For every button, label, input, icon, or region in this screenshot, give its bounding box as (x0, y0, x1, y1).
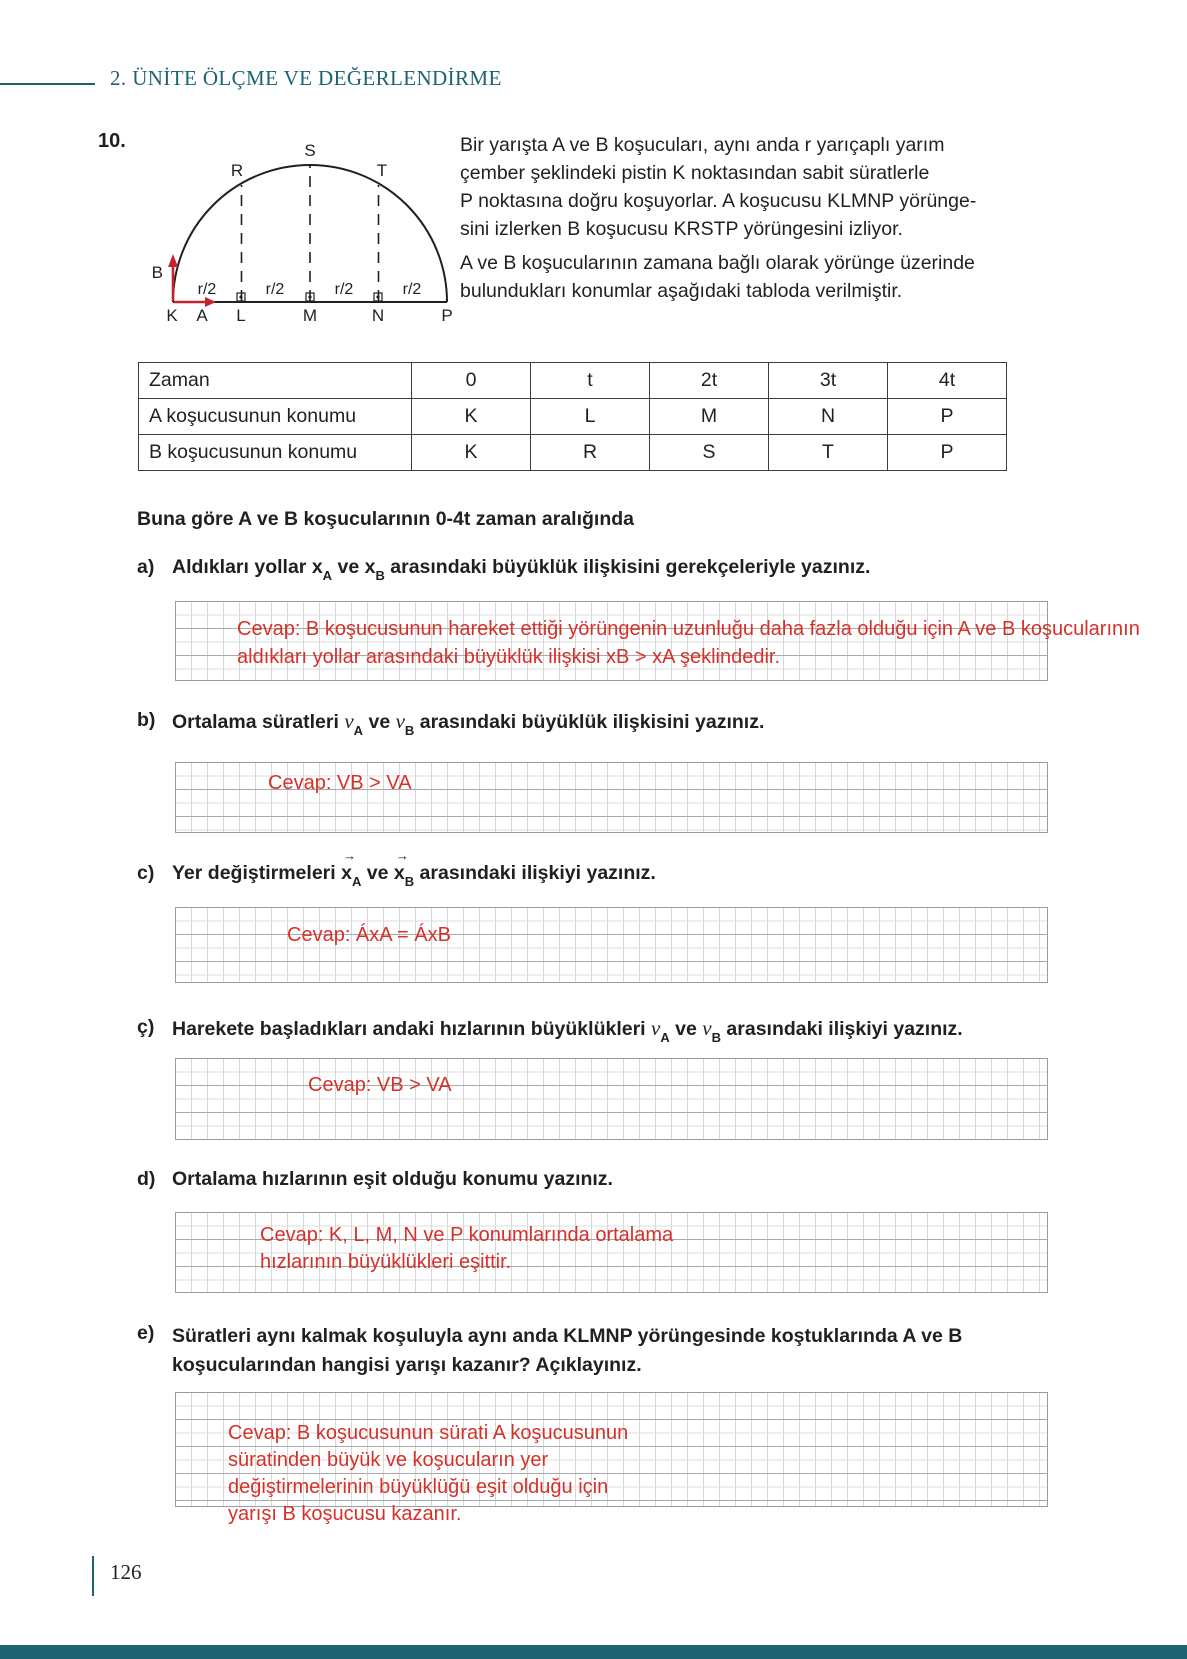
question-fragment: Aldıkları yollar (172, 556, 312, 578)
answer-line: Cevap: B koşucusunun hareket ettiği yörüngenin uzunluğu daha fazla olduğu için A ve B koşucularının (237, 618, 1140, 640)
answer-line: Cevap: ÁxA = ÁxB (287, 924, 451, 946)
question-label: e) (137, 1322, 155, 1344)
question-text (172, 1016, 963, 1045)
question-fragment: arasındaki ilişkiyi yazınız. (721, 1018, 963, 1040)
intro-line: P noktasına doğru koşuyorlar. A koşucusu KLMNP yörünge- (460, 190, 977, 212)
math-symbol: v (344, 709, 354, 733)
header-rule (0, 83, 95, 85)
question-fragment: Yer değiştirmeleri (172, 862, 342, 884)
segment-label: r/2 (197, 281, 217, 298)
runner-b-arrow (168, 254, 178, 301)
page-title: 2. ÜNİTE ÖLÇME VE DEĞERLENDİRME (110, 66, 502, 90)
question-text: Ortalama hızlarının eşit olduğu konumu yazınız. (172, 1168, 613, 1190)
question-label: b) (137, 709, 156, 731)
table-cell: Zaman (139, 363, 412, 399)
table-cell: L (531, 399, 650, 435)
math-symbol: x (311, 556, 323, 578)
question-fragment: Ortalama süratleri (172, 711, 345, 733)
math-symbol: x (364, 556, 376, 578)
question-text (172, 709, 765, 738)
question-fragment: ve (363, 711, 396, 733)
bottom-bar (0, 1645, 1187, 1659)
table-cell: 4t (888, 363, 1007, 399)
intro-line: bulundukları konumlar aşağıdaki tabloda verilmiştir. (460, 280, 903, 302)
label-K: K (166, 306, 178, 325)
table-cell: M (650, 399, 769, 435)
question-label: ç) (137, 1016, 155, 1038)
table-cell: 3t (769, 363, 888, 399)
label-B: B (151, 263, 163, 282)
question-line: Süratleri aynı kalmak koşuluyla aynı anda KLMNP yörüngesinde koştuklarında A ve B (172, 1325, 963, 1347)
intro-paragraph-1 (460, 131, 976, 243)
position-table (138, 362, 1007, 471)
answer-line: süratinden büyük ve koşucuların yer (228, 1449, 549, 1471)
segment-label: r/2 (402, 281, 422, 298)
answer-line: Cevap: VB > VA (268, 772, 412, 794)
math-symbol: x (393, 862, 405, 884)
subscript-A: A (660, 1029, 670, 1045)
label-S: S (304, 141, 316, 160)
table-cell: T (769, 435, 888, 471)
intro-line: Bir yarışta A ve B koşucuları, aynı anda r yarıçaplı yarım (460, 134, 945, 156)
answer-b (268, 769, 412, 797)
answer-line: aldıkları yollar arasındaki büyüklük ilişkisi xB > xA şeklindedir. (237, 646, 781, 668)
label-R: R (230, 161, 244, 180)
vector-arrow-icon: → (343, 848, 357, 863)
segment-label: r/2 (334, 281, 354, 298)
label-A: A (196, 306, 208, 325)
label-T: T (376, 161, 388, 180)
table-cell: R (531, 435, 650, 471)
question-c (137, 848, 656, 889)
intro-paragraph-2 (460, 249, 975, 305)
question-label: a) (137, 556, 155, 578)
subscript-A: A (322, 567, 333, 583)
question-d (137, 1168, 613, 1191)
table-cell: S (650, 435, 769, 471)
math-symbol: v (651, 1016, 661, 1040)
vector-arrow-icon: → (395, 848, 409, 863)
answer-e (228, 1420, 628, 1528)
label-M: M (302, 306, 318, 325)
label-L: L (236, 306, 246, 325)
table-cell: t (531, 363, 650, 399)
answer-a (237, 615, 1140, 671)
subscript-B: B (375, 567, 385, 583)
footer-rule (92, 1556, 94, 1596)
vector-x (393, 848, 409, 885)
table-cell: 0 (412, 363, 531, 399)
question-label: d) (137, 1168, 156, 1190)
table-cell: 2t (650, 363, 769, 399)
label-P: P (441, 306, 453, 325)
question-a (137, 556, 871, 583)
label-N: N (371, 306, 385, 325)
question-fragment: ve (361, 862, 394, 884)
runner-a-arrow (174, 297, 216, 307)
table-cell: P (888, 399, 1007, 435)
question-text (172, 556, 871, 583)
question-fragment: ve (332, 556, 365, 578)
table-row (139, 399, 1007, 435)
question-fragment: arasındaki büyüklük ilişkisini gerekçeleriyle yazınız. (384, 556, 871, 578)
vector-x (341, 848, 357, 885)
table-cell: K (412, 399, 531, 435)
answer-line: hızlarının büyüklükleri eşittir. (260, 1251, 512, 1273)
answer-grid-cc (175, 1058, 1048, 1140)
question-fragment: arasındaki büyüklük ilişkisini yazınız. (414, 711, 765, 733)
subscript-A: A (353, 722, 364, 738)
answer-line: Cevap: VB > VA (308, 1074, 452, 1096)
intro-line: sini izlerken B koşucusu KRSTP yörüngesini izliyor. (460, 218, 903, 240)
page-number: 126 (110, 1560, 142, 1584)
subscript-B: B (711, 1029, 721, 1045)
question-text (172, 1322, 962, 1380)
subscript-B: B (404, 722, 415, 738)
table-cell: N (769, 399, 888, 435)
track-diagram (135, 138, 465, 330)
math-symbol: x (341, 862, 352, 884)
intro-line: çember şeklindeki pistin K noktasından sabit süratlerle (460, 162, 930, 184)
question-number: 10. (98, 130, 126, 152)
question-fragment: Harekete başladıkları andaki hızlarının büyüklükleri (172, 1018, 652, 1040)
answer-line: Cevap: B koşucusunun sürati A koşucusunun (228, 1422, 629, 1444)
math-symbol: v (702, 1016, 712, 1040)
subscript-A: A (351, 873, 362, 889)
answer-d (260, 1222, 673, 1276)
question-text (172, 848, 656, 889)
question-b (137, 709, 765, 738)
question-e (137, 1322, 962, 1380)
answer-cc (308, 1071, 452, 1099)
answer-line: yarışı B koşucusu kazanır. (228, 1503, 462, 1525)
answer-line: değiştirmelerinin büyüklüğü eşit olduğu için (228, 1476, 609, 1498)
math-symbol: v (395, 709, 405, 733)
table-cell: B koşucusunun konumu (139, 435, 412, 471)
question-label: c) (137, 862, 155, 884)
table-cell: P (888, 435, 1007, 471)
question-line: koşucularından hangisi yarışı kazanır? Açıklayınız. (172, 1354, 642, 1376)
table-cell: A koşucusunun konumu (139, 399, 412, 435)
question-fragment: ve (669, 1018, 703, 1040)
answer-line: Cevap: K, L, M, N ve P konumlarında ortalama (260, 1224, 674, 1246)
subscript-B: B (404, 873, 415, 889)
lead-text: Buna göre A ve B koşucularının 0-4t zaman aralığında (137, 508, 635, 530)
question-fragment: arasındaki ilişkiyi yazınız. (414, 862, 656, 884)
table-row (139, 363, 1007, 399)
intro-line: A ve B koşucularının zamana bağlı olarak yörünge üzerinde (460, 252, 975, 274)
table-cell: K (412, 435, 531, 471)
segment-label: r/2 (265, 281, 285, 298)
answer-c (287, 921, 451, 949)
question-cc (137, 1016, 963, 1045)
table-row (139, 435, 1007, 471)
